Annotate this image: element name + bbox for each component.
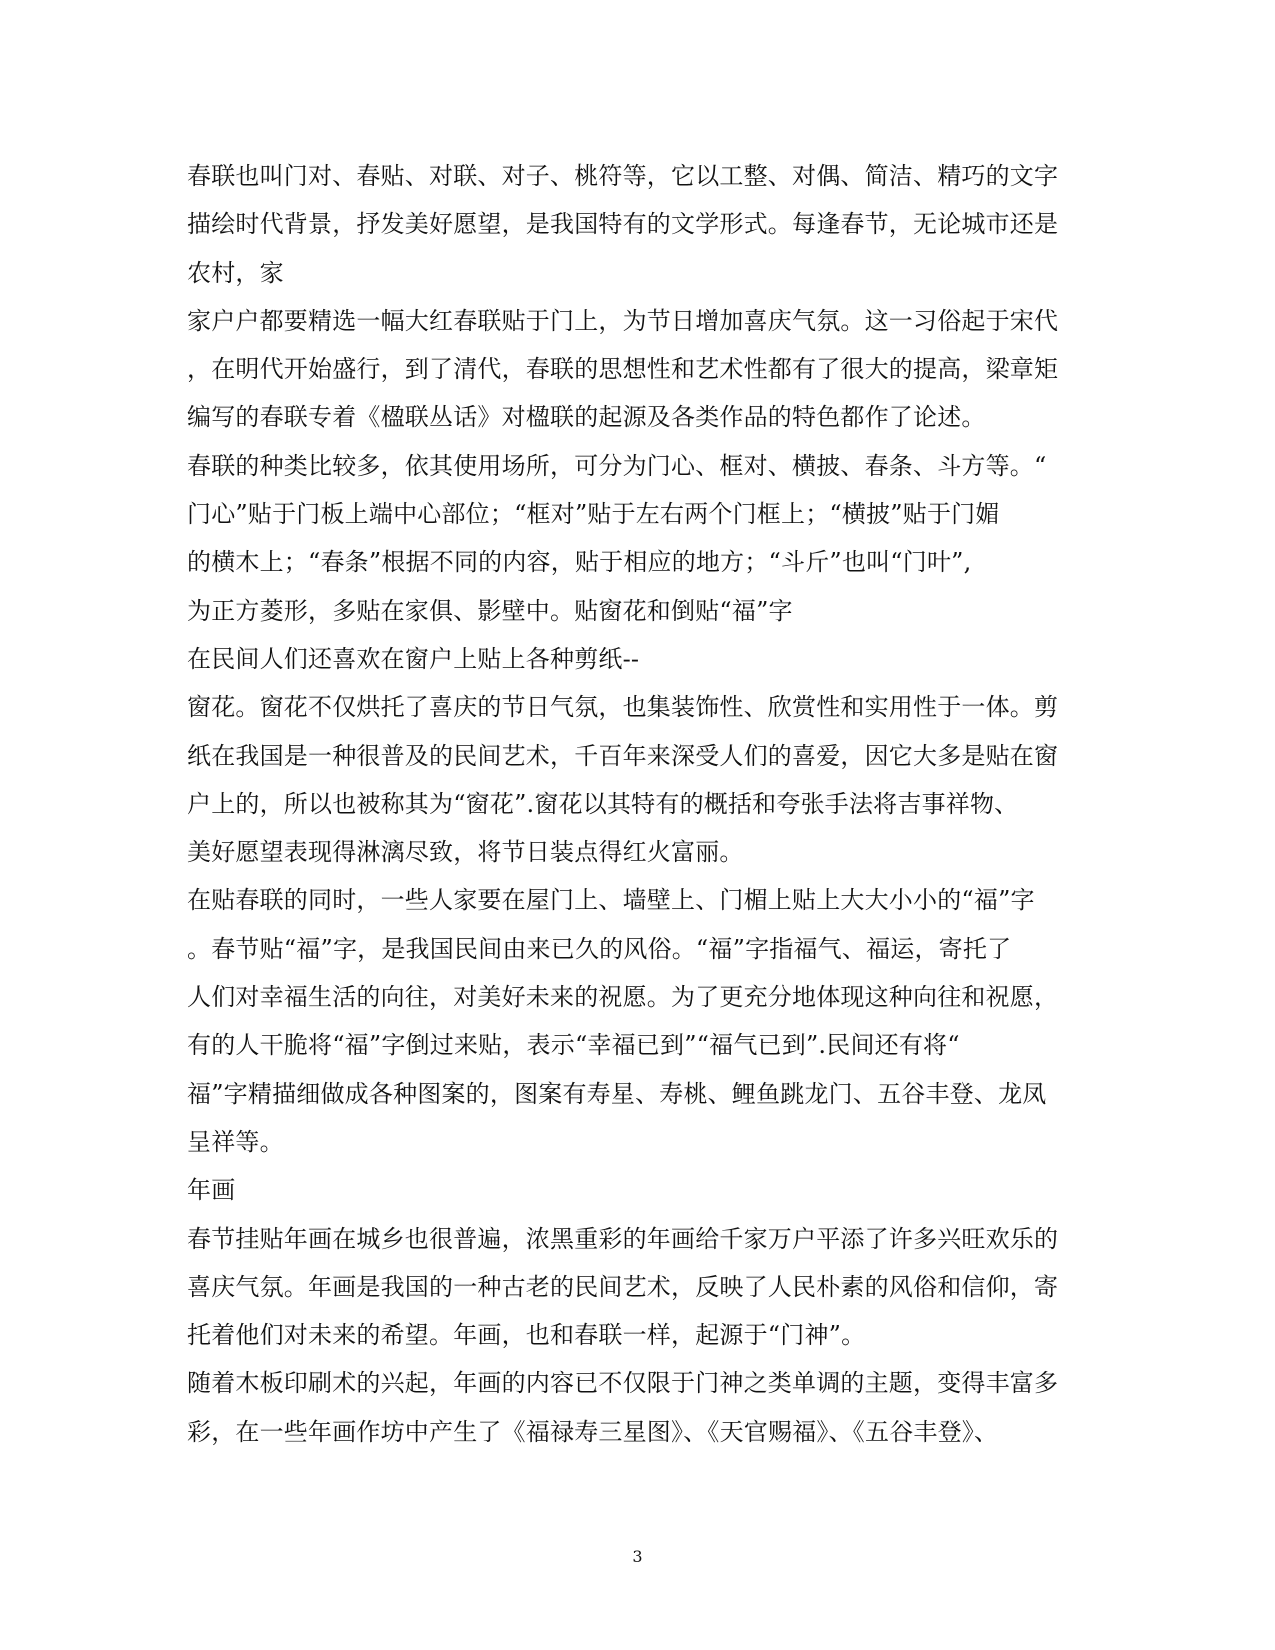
body-text — [187, 152, 1087, 1456]
section-heading: 年画 — [187, 1176, 236, 1205]
text-line: 喜庆气氛。年画是我国的一种古老的民间艺术，反映了人民朴素的风俗和信仰，寄 — [187, 1272, 1059, 1301]
text-line: 福”字精描细做成各种图案的，图案有寿星、寿桃、鲤鱼跳龙门、五谷丰登、龙凤 — [187, 1079, 1047, 1108]
text-line: 在贴春联的同时，一些人家要在屋门上、墙壁上、门楣上贴上大大小小的“福”字 — [187, 886, 1035, 915]
text-line: ，在明代开始盛行，到了清代，春联的思想性和艺术性都有了很大的提高，梁章矩 — [187, 355, 1059, 384]
text-line: 春联也叫门对、春贴、对联、对子、桃符等，它以工整、对偶、简洁、精巧的文字 — [187, 162, 1059, 190]
text-line: 在民间人们还喜欢在窗户上贴上各种剪纸-- — [187, 644, 640, 673]
text-line: 家户户都要精选一幅大红春联贴于门上，为节日增加喜庆气氛。这一习俗起于宋代 — [187, 306, 1059, 335]
text-line: 门心”贴于门板上端中心部位；“框对”贴于左右两个门框上；“横披”贴于门媚 — [187, 500, 1000, 529]
text-line: 户上的，所以也被称其为“窗花”.窗花以其特有的概括和夸张手法将吉事祥物、 — [187, 789, 1019, 818]
text-line: 春节挂贴年画在城乡也很普遍，浓黑重彩的年画给千家万户平添了许多兴旺欢乐的 — [187, 1224, 1059, 1253]
page-number: 3 — [632, 1547, 643, 1566]
text-line: 为正方菱形，多贴在家俱、影壁中。贴窗花和倒贴“福”字 — [187, 596, 793, 625]
text-line: 纸在我国是一种很普及的民间艺术，千百年来深受人们的喜爱，因它大多是贴在窗 — [187, 741, 1059, 770]
text-line: 描绘时代背景，抒发美好愿望，是我国特有的文学形式。每逢春节，无论城市还是 — [187, 210, 1059, 239]
text-line: 农村，家 — [187, 258, 284, 287]
text-line: 彩，在一些年画作坊中产生了《福禄寿三星图》、《天官赐福》、《五谷丰登》、 — [187, 1417, 999, 1446]
text-line: 窗花。窗花不仅烘托了喜庆的节日气氛，也集装饰性、欣赏性和实用性于一体。剪 — [187, 693, 1059, 722]
text-line: 呈祥等。 — [187, 1127, 284, 1156]
text-line: 美好愿望表现得淋漓尽致，将节日装点得红火富丽。 — [187, 838, 744, 867]
text-line: 有的人干脆将“福”字倒过来贴，表示“幸福已到”“福气已到”.民间还有将“ — [187, 1031, 960, 1060]
text-line: 。春节贴“福”字，是我国民间由来已久的风俗。“福”字指福气、福运，寄托了 — [187, 934, 1012, 963]
text-line: 编写的春联专着《楹联丛话》对楹联的起源及各类作品的特色都作了论述。 — [187, 403, 986, 432]
text-line: 随着木板印刷术的兴起，年画的内容已不仅限于门神之类单调的主题，变得丰富多 — [187, 1369, 1059, 1398]
text-line: 托着他们对未来的希望。年画，也和春联一样，起源于“门神”。 — [187, 1321, 866, 1350]
text-line: 人们对幸福生活的向往，对美好未来的祝愿。为了更充分地体现这种向往和祝愿， — [187, 983, 1059, 1012]
text-line: 春联的种类比较多，依其使用场所，可分为门心、框对、横披、春条、斗方等。“ — [187, 451, 1047, 480]
text-line: 的横木上；“春条”根据不同的内容，贴于相应的地方；“斗斤”也叫“门叶”, — [187, 548, 972, 577]
